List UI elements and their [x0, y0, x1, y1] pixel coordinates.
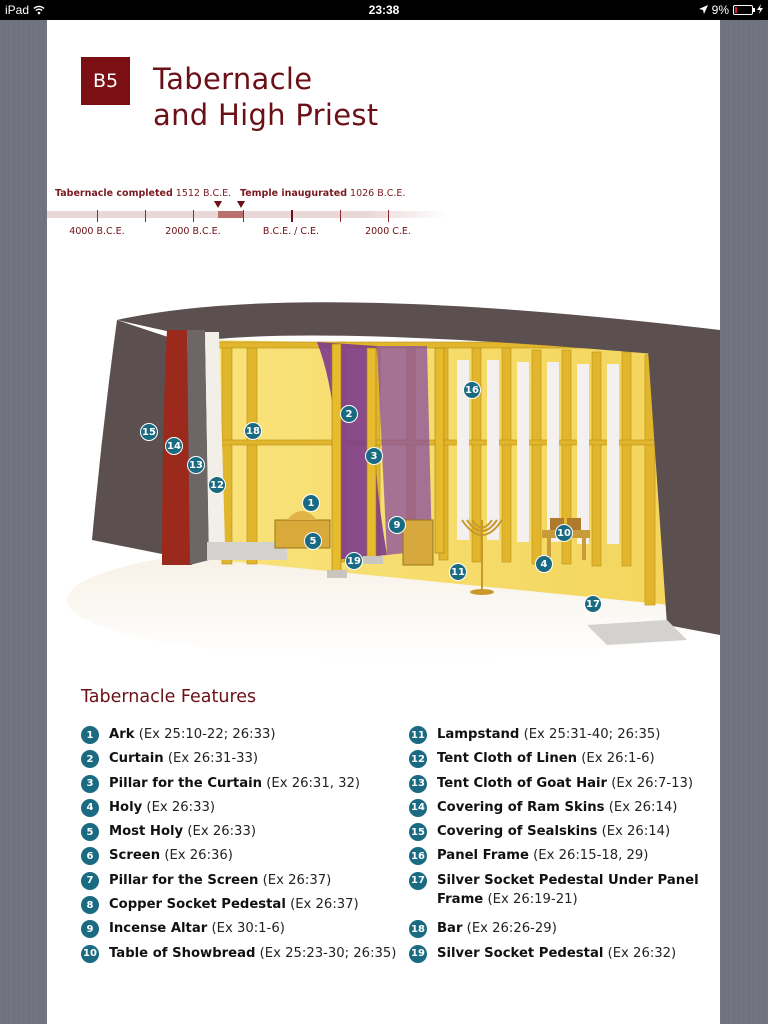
hotspot-5[interactable]: 5 [304, 532, 322, 550]
hotspot-11[interactable]: 11 [449, 563, 467, 581]
timeline-event-tabernacle [55, 188, 231, 199]
features-list-left [81, 725, 401, 968]
feature-number: 13 [409, 775, 427, 793]
hotspot-3[interactable]: 3 [365, 447, 383, 465]
timeline-axis-label: 2000 B.C.E. [165, 226, 221, 237]
feature-ref: (Ex 26:37) [262, 872, 332, 888]
feature-name: Covering of Ram Skins [437, 799, 605, 815]
feature-item [81, 919, 401, 943]
feature-ref: (Ex 30:1-6) [211, 921, 285, 937]
feature-ref: (Ex 26:19-21) [487, 891, 578, 907]
feature-ref: (Ex 26:36) [164, 848, 233, 864]
tabernacle-drawing [47, 280, 720, 690]
timeline-tick [193, 210, 194, 222]
feature-number: 18 [409, 920, 427, 938]
timeline-range [218, 211, 244, 218]
hotspot-13[interactable]: 13 [187, 456, 205, 474]
feature-name: Table of Showbread [109, 945, 256, 961]
feature-item [81, 846, 401, 870]
hotspot-2[interactable]: 2 [340, 405, 358, 423]
feature-number: 11 [409, 726, 427, 744]
title-line-1: Tabernacle [153, 62, 313, 96]
feature-number: 10 [81, 945, 99, 963]
feature-name: Silver Socket Pedestal [437, 945, 604, 961]
timeline-bar [47, 211, 447, 218]
feature-number: 1 [81, 726, 99, 744]
feature-number: 6 [81, 847, 99, 865]
feature-number: 4 [81, 799, 99, 817]
feature-name: Bar [437, 921, 463, 937]
hotspot-14[interactable]: 14 [165, 437, 183, 455]
feature-name: Silver Socket Pedestal Under Panel Frame [437, 872, 699, 907]
feature-name: Lampstand [437, 727, 520, 742]
timeline-event-1-date: 1512 B.C.E. [175, 188, 232, 199]
battery-level [735, 7, 737, 13]
feature-item [81, 749, 401, 773]
feature-item [81, 944, 401, 968]
feature-number: 5 [81, 823, 99, 841]
feature-ref: (Ex 26:26-29) [466, 921, 557, 937]
hotspot-1[interactable]: 1 [302, 494, 320, 512]
feature-name: Holy [109, 799, 143, 815]
feature-number: 15 [409, 823, 427, 841]
hotspot-18[interactable]: 18 [244, 422, 262, 440]
feature-name: Ark [109, 727, 135, 742]
feature-ref: (Ex 26:14) [608, 799, 678, 815]
feature-item [81, 725, 401, 749]
feature-number: 16 [409, 847, 427, 865]
feature-item [409, 798, 709, 822]
status-bar [0, 0, 768, 20]
feature-number: 14 [409, 799, 427, 817]
timeline-axis-label: B.C.E. / C.E. [262, 226, 320, 237]
timeline-marker-2 [237, 201, 245, 208]
feature-item [409, 749, 709, 773]
feature-ref: (Ex 26:32) [607, 945, 677, 961]
hotspot-4[interactable]: 4 [535, 555, 553, 573]
feature-name: Incense Altar [109, 921, 208, 937]
battery-icon [733, 5, 753, 15]
feature-number: 8 [81, 896, 99, 914]
hotspot-17[interactable]: 17 [584, 595, 602, 613]
charging-bolt-icon [757, 3, 763, 17]
timeline-tick-era [291, 210, 293, 222]
timeline-axis-label: 4000 B.C.E. [69, 226, 125, 237]
feature-ref: (Ex 26:1-6) [581, 751, 655, 767]
hotspot-12[interactable]: 12 [208, 476, 226, 494]
feature-number: 12 [409, 750, 427, 768]
feature-ref: (Ex 25:10-22; 26:33) [138, 727, 276, 742]
hotspot-19[interactable]: 19 [345, 552, 363, 570]
feature-ref: (Ex 26:14) [601, 824, 671, 840]
feature-number: 17 [409, 872, 427, 890]
feature-item [81, 895, 401, 919]
timeline-axis-label: 2000 C.E. [365, 226, 411, 237]
hotspot-15[interactable]: 15 [140, 423, 158, 441]
features-list-right [409, 725, 709, 968]
timeline-event-temple [240, 188, 405, 199]
feature-item [81, 822, 401, 846]
timeline-tick [145, 210, 146, 222]
feature-number: 9 [81, 920, 99, 938]
timeline-event-2-date: 1026 B.C.E. [350, 188, 406, 199]
feature-item [81, 871, 401, 895]
device-label: iPad [5, 3, 30, 17]
timeline-event-2-label: Temple inaugurated [240, 188, 348, 199]
title-line-2: and High Priest [153, 98, 379, 132]
feature-ref: (Ex 25:31-40; 26:35) [523, 727, 661, 742]
feature-name: Pillar for the Curtain [109, 775, 263, 791]
feature-ref: (Ex 26:33) [146, 799, 216, 815]
timeline-tick [97, 210, 98, 222]
feature-ref: (Ex 26:7-13) [611, 775, 694, 791]
location-arrow-icon [699, 3, 708, 17]
feature-item [409, 919, 709, 943]
document-page [47, 20, 720, 1024]
timeline-tick [243, 210, 244, 222]
feature-item [409, 774, 709, 798]
feature-item [81, 798, 401, 822]
feature-item [409, 944, 709, 968]
feature-name: Tent Cloth of Goat Hair [437, 775, 608, 791]
page-title [153, 61, 378, 133]
feature-ref: (Ex 26:31, 32) [266, 775, 361, 791]
feature-name: Copper Socket Pedestal [109, 897, 286, 913]
battery-percent: 9% [711, 3, 729, 17]
feature-item [81, 774, 401, 798]
tabernacle-illustration [47, 280, 720, 690]
feature-item [409, 725, 709, 749]
timeline [47, 180, 720, 245]
feature-item [409, 846, 709, 870]
feature-number: 3 [81, 775, 99, 793]
feature-name: Pillar for the Screen [109, 872, 259, 888]
timeline-tick [340, 210, 341, 222]
feature-name: Covering of Sealskins [437, 824, 598, 840]
feature-ref: (Ex 26:15-18, 29) [533, 848, 649, 864]
clock: 23:38 [368, 3, 400, 17]
feature-ref: (Ex 25:23-30; 26:35) [259, 945, 397, 961]
timeline-tick [388, 210, 389, 222]
feature-ref: (Ex 26:33) [187, 824, 256, 840]
hotspot-10[interactable]: 10 [555, 524, 573, 542]
feature-number: 7 [81, 872, 99, 890]
feature-name: Tent Cloth of Linen [437, 751, 578, 767]
feature-number: 19 [409, 945, 427, 963]
timeline-marker-1 [214, 201, 222, 208]
feature-name: Curtain [109, 751, 164, 767]
features-heading: Tabernacle Features [81, 687, 257, 707]
feature-name: Most Holy [109, 824, 184, 840]
feature-name: Panel Frame [437, 848, 529, 864]
feature-number: 2 [81, 750, 99, 768]
timeline-event-1-label: Tabernacle completed [55, 188, 173, 199]
feature-item [409, 871, 709, 920]
hotspot-16[interactable]: 16 [463, 381, 481, 399]
section-badge: B5 [81, 57, 130, 105]
feature-name: Screen [109, 848, 161, 864]
feature-item [409, 822, 709, 846]
feature-ref: (Ex 26:31-33) [167, 751, 259, 767]
feature-ref: (Ex 26:37) [290, 897, 359, 913]
hotspot-9[interactable]: 9 [388, 516, 406, 534]
